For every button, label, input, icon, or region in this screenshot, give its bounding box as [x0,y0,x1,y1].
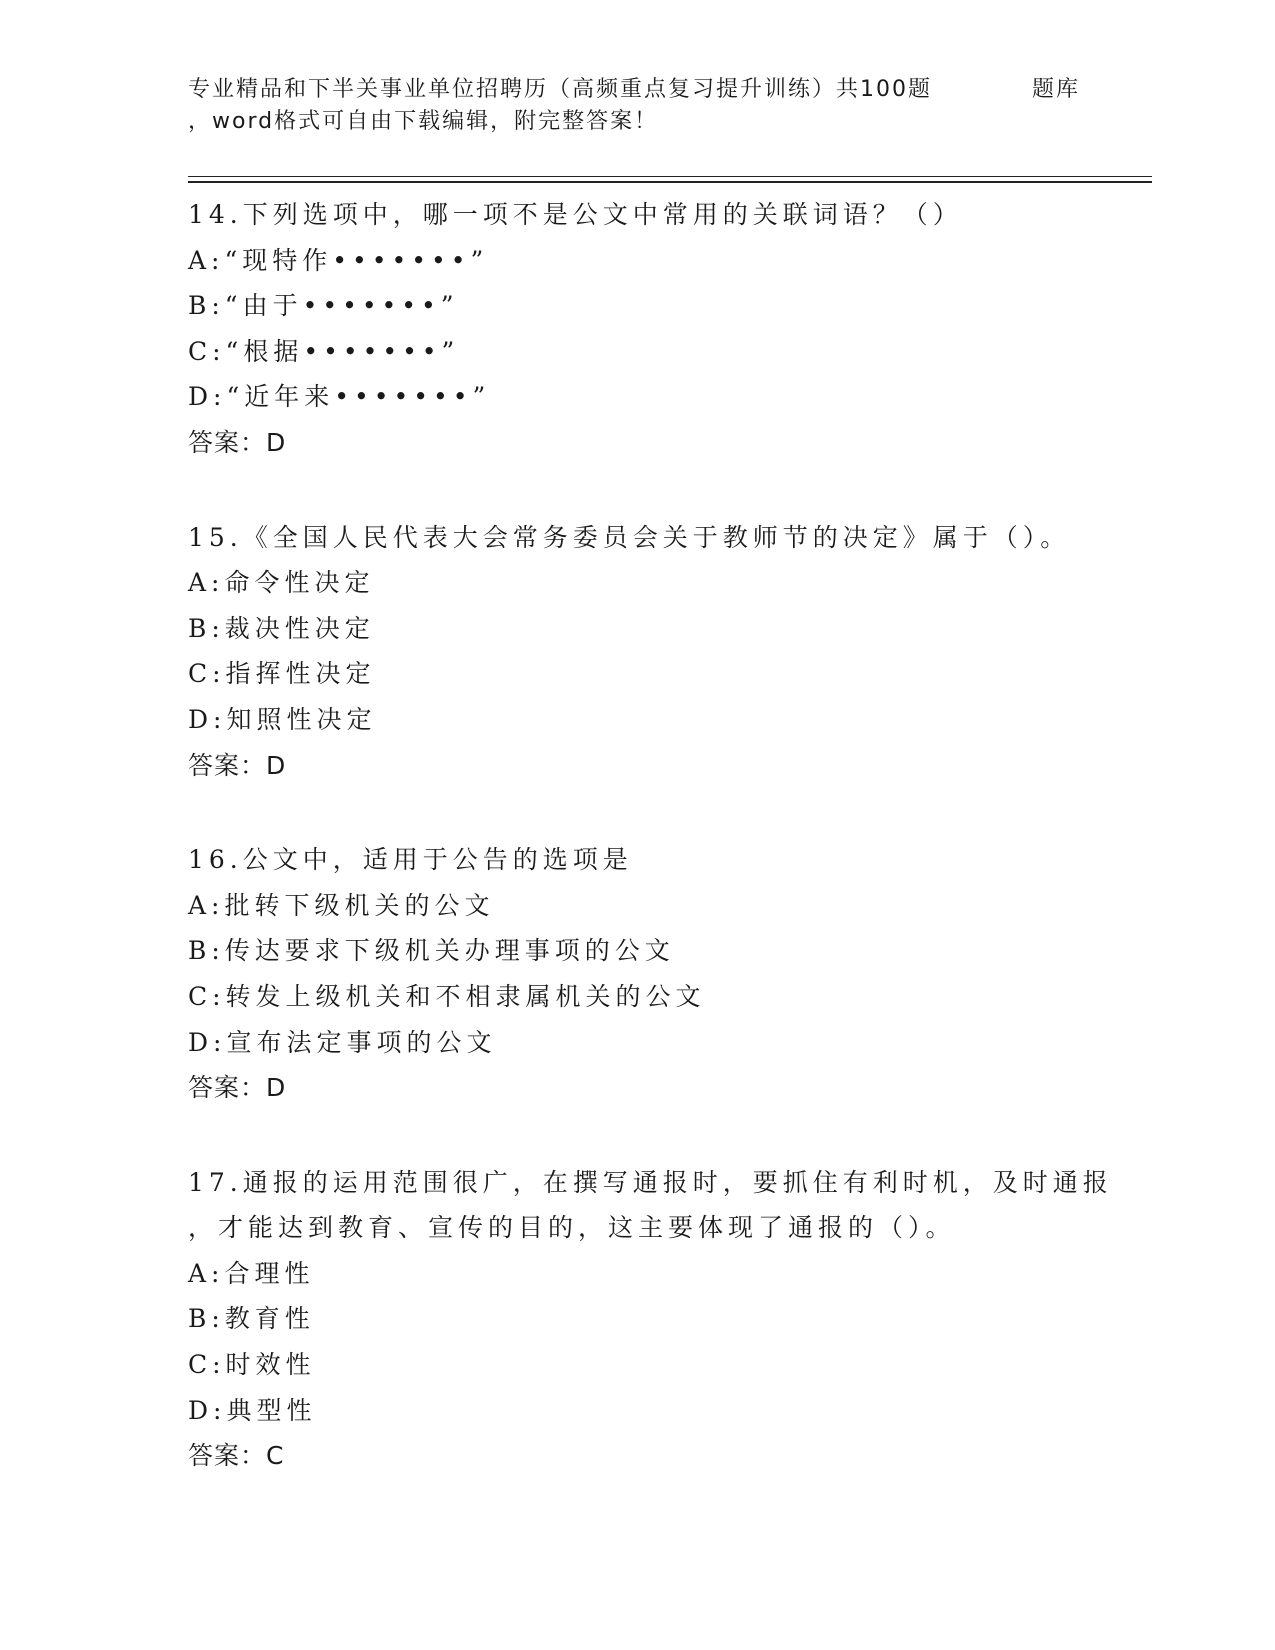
option-d: D:典型性 [188,1395,317,1425]
document-header [188,74,1148,138]
option-b: B:传达要求下级机关办理事项的公文 [188,936,675,966]
question-15 [188,515,1148,789]
option-a: A:“现特作•••••••” [188,245,489,275]
answer-line: 答案：D [188,427,287,457]
option-c: C:“根据•••••••” [188,336,460,366]
question-17 [188,1160,1148,1479]
header-row-1 [188,74,1148,106]
header-title: 专业精品和下半关事业单位招聘历（高频重点复习提升训练）共100题 [188,77,932,102]
option-a: A:合理性 [188,1258,315,1288]
question-stem-continued: ，才能达到教育、宣传的目的，这主要体现了通报的（）。 [188,1213,956,1243]
option-c: C:转发上级机关和不相隶属机关的公文 [188,981,706,1011]
option-a: A:命令性决定 [188,568,375,598]
answer-line: 答案：D [188,1073,287,1103]
question-14 [188,192,1148,466]
option-a: A:批转下级机关的公文 [188,890,495,920]
option-d: D:“近年来•••••••” [188,382,491,412]
option-d: D:宣布法定事项的公文 [188,1027,497,1057]
option-d: D:知照性决定 [188,704,377,734]
question-stem: 14.下列选项中，哪一项不是公文中常用的关联词语？（） [188,200,963,229]
header-divider-thick [188,181,1152,183]
question-stem: 17.通报的运用范围很广，在撰写通报时，要抓住有利时机，及时通报 [188,1167,1113,1197]
header-row-2 [188,106,1148,138]
question-stem: 15.《全国人民代表大会常务委员会关于教师节的决定》属于（）。 [188,522,1071,552]
header-subtitle: ，word格式可自由下载编辑，附完整答案！ [188,109,659,134]
option-c: C:时效性 [188,1350,316,1380]
question-list [188,192,1148,1528]
header-divider-thin [188,176,1152,177]
question-16 [188,837,1148,1111]
option-b: B:裁决性决定 [188,613,375,643]
answer-line: 答案：C [188,1441,285,1471]
answer-line: 答案：D [188,750,287,780]
option-c: C:指挥性决定 [188,659,376,689]
option-b: B:教育性 [188,1304,315,1334]
option-b: B:“由于•••••••” [188,291,459,321]
header-tag: 题库 [1032,77,1081,102]
question-stem: 16.公文中，适用于公告的选项是 [188,845,633,875]
